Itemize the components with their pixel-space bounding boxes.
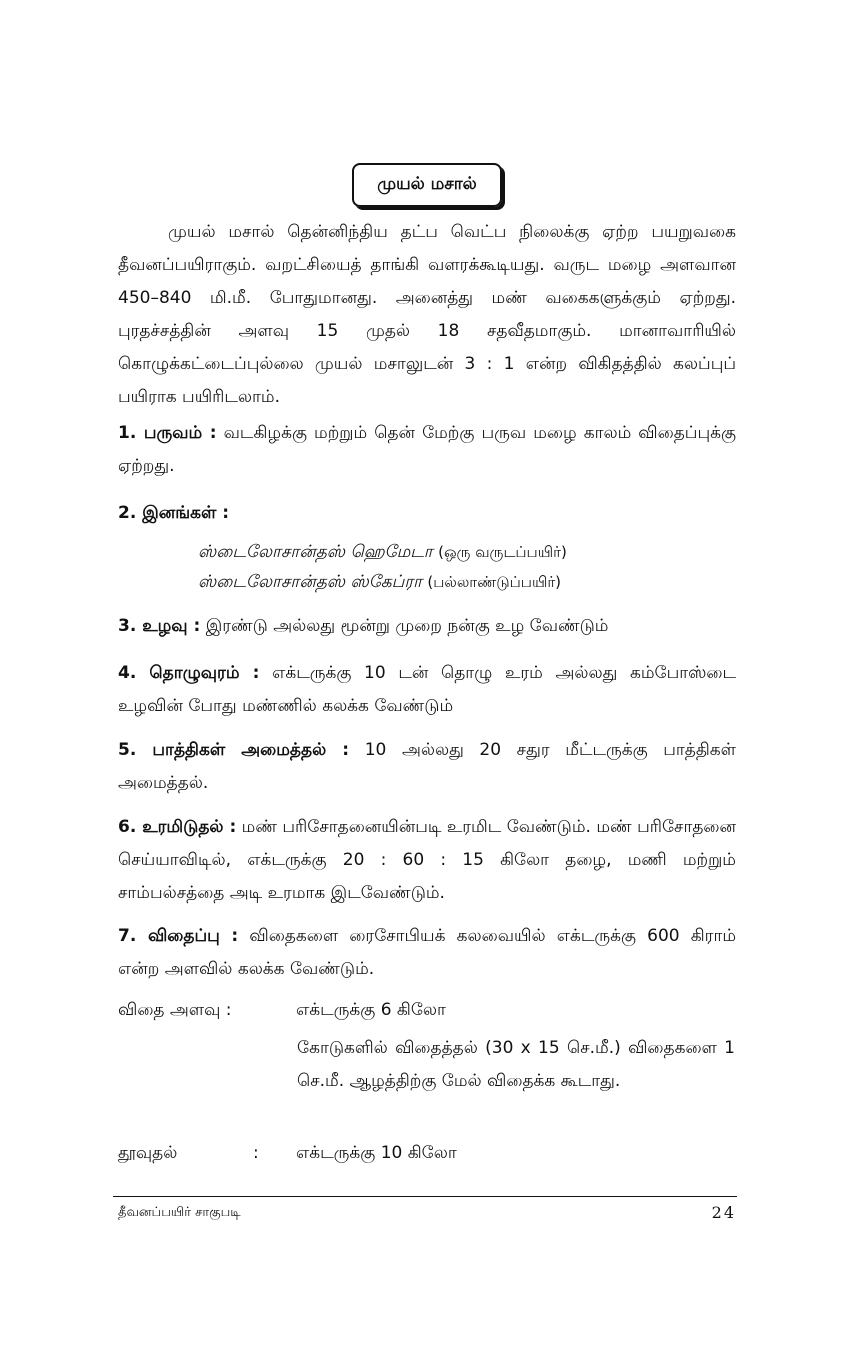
item-label: 4. தொழுவுரம் : bbox=[118, 663, 260, 683]
item-manure bbox=[118, 657, 736, 723]
intro-paragraph: முயல் மசால் தென்னிந்திய தட்ப வெட்ப நிலைக்கு ஏற்ற பயறுவகை தீவனப்பயிராகும். வறட்சியைத் தாங்கி வளரக்கூடியது. வருட மழை அளவான 450–840 மி.மீ. போதுமானது. அனைத்து மண் வகைகளுக்கும் ஏற்றது. புரதச்சத்தின் அளவு 15 முதல் 18 சதவீதமாகும். மானாவாரியில் கொழுக்கட்டைப்புல்லை முயல் மசாலுடன் 3 : 1 என்ற விகிதத்தில் கலப்புப் பயிராக பயிரிடலாம். bbox=[118, 222, 736, 407]
item-sowing bbox=[118, 920, 736, 986]
variety-note: (ஒரு வருடப்பயிர்) bbox=[438, 543, 567, 561]
item-text: 10 அல்லது 20 சதுர மீட்டருக்கு பாத்திகள் அமைத்தல். bbox=[118, 740, 736, 793]
broadcast-colon: : bbox=[253, 1143, 259, 1163]
item-label: 1. பருவம் : bbox=[118, 423, 217, 443]
footer-book-title: தீவனப்பயிர் சாகுபடி bbox=[118, 1205, 241, 1220]
page-number: 24 bbox=[711, 1203, 736, 1222]
broadcast-label: தூவுதல் bbox=[118, 1143, 178, 1163]
seed-rate-row bbox=[118, 994, 446, 1027]
item-text: வடகிழக்கு மற்றும் தென் மேற்கு பருவ மழை காலம் விதைப்புக்கு ஏற்றது. bbox=[118, 423, 736, 476]
item-season bbox=[118, 417, 736, 483]
variety-line bbox=[198, 536, 567, 568]
variety-line bbox=[198, 566, 561, 598]
broadcast-value: எக்டருக்கு 10 கிலோ bbox=[296, 1143, 457, 1163]
item-label: 5. பாத்திகள் அமைத்தல் : bbox=[118, 740, 350, 760]
variety-name: ஸ்டைலோசான்தஸ் ஹெமேடா bbox=[198, 542, 433, 562]
item-varieties bbox=[118, 497, 736, 530]
broadcast-row bbox=[118, 1137, 457, 1170]
variety-name: ஸ்டைலோசான்தஸ் ஸ்கேப்ரா bbox=[198, 572, 422, 592]
section-title: முயல் மசால் bbox=[352, 163, 502, 207]
item-text: விதைகளை ரைசோபியக் கலவையில் எக்டருக்கு 600 கிராம் என்ற அளவில் கலக்க வேண்டும். bbox=[118, 926, 737, 979]
variety-note: (பல்லாண்டுப்பயிர்) bbox=[427, 573, 562, 591]
seed-rate-detail: கோடுகளில் விதைத்தல் (30 x 15 செ.மீ.) விதைகளை 1 செ.மீ. ஆழத்திற்கு மேல் விதைக்க கூடாது. bbox=[297, 1038, 735, 1091]
item-text: மண் பரிசோதனையின்படி உரமிட வேண்டும். மண் பரிசோதனை செய்யாவிடில், எக்டருக்கு 20 : 60 : 15 கிலோ தழை, மணி மற்றும் சாம்பல்சத்தை அடி உரமாக இடவேண்டும். bbox=[118, 817, 736, 903]
item-label: 3. உழவு : bbox=[118, 616, 201, 636]
item-label: 2. இனங்கள் : bbox=[118, 503, 230, 523]
item-label: 7. விதைப்பு : bbox=[118, 926, 239, 946]
seed-rate-value: எக்டருக்கு 6 கிலோ bbox=[296, 1000, 446, 1020]
item-beds bbox=[118, 734, 736, 800]
item-ploughing bbox=[118, 610, 736, 643]
footer-rule bbox=[113, 1196, 737, 1197]
seed-rate-label: விதை அளவு : bbox=[118, 1000, 232, 1020]
item-label: 6. உரமிடுதல் : bbox=[118, 817, 237, 837]
item-text: இரண்டு அல்லது மூன்று முறை நன்கு உழ வேண்டும் bbox=[205, 616, 609, 636]
item-text: எக்டருக்கு 10 டன் தொழு உரம் அல்லது கம்போஸ்டை உழவின் போது மண்ணில் கலக்க வேண்டும் bbox=[118, 663, 736, 716]
item-fertilizer bbox=[118, 811, 736, 910]
